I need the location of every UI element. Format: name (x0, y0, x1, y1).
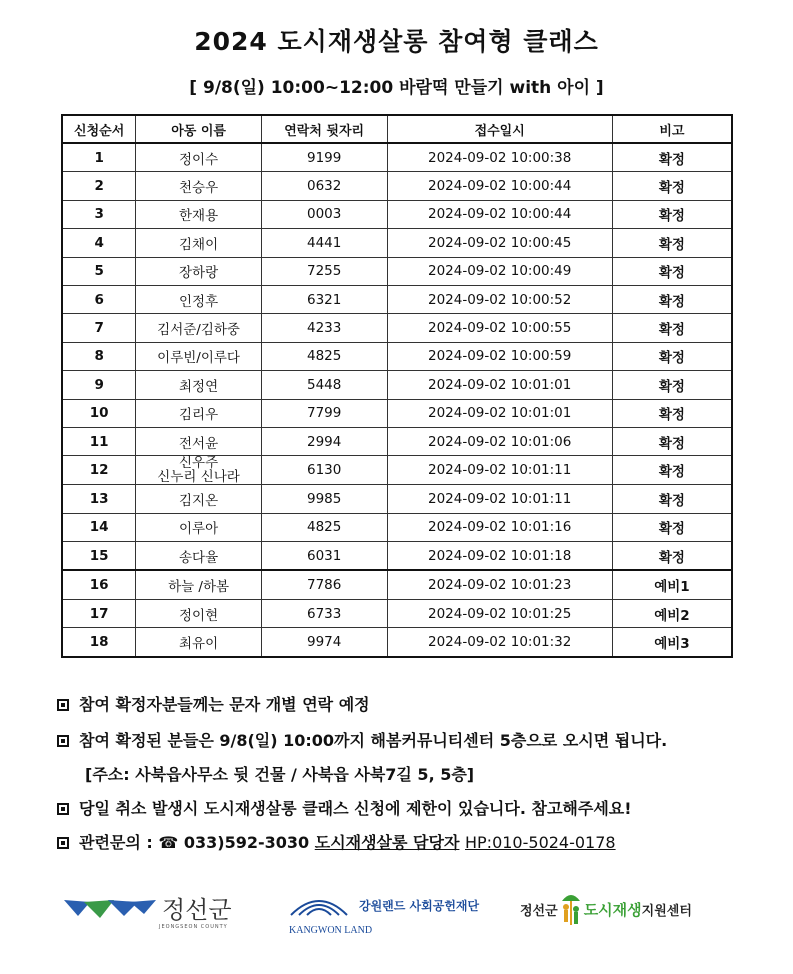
contact-cell: 7786 (261, 570, 387, 599)
order-cell: 8 (62, 342, 136, 370)
note-cell: 확정 (612, 285, 732, 313)
footer-logos (0, 885, 793, 945)
urban-regen-center-logo: 정선군 도시재생 지원센터 (520, 889, 692, 929)
child-name-cell: 김지온 (136, 485, 262, 513)
table-row (62, 342, 732, 370)
contact-cell: 4825 (261, 513, 387, 541)
child-name-cell: 이루아 (136, 513, 262, 541)
contact-cell: 9974 (261, 628, 387, 657)
table-row (62, 314, 732, 342)
contact-cell: 6321 (261, 285, 387, 313)
order-cell: 13 (62, 485, 136, 513)
notice-item: 참여 확정된 분들은 9/8(일) 10:00까지 해봄커뮤니티센터 5층으로 오시면 됩니다. (57, 728, 667, 751)
order-cell: 11 (62, 427, 136, 455)
child-name-cell: 인정후 (136, 285, 262, 313)
bullet-square-icon (57, 735, 69, 747)
note-cell: 확정 (612, 257, 732, 285)
note-cell: 확정 (612, 314, 732, 342)
child-name-cell: 하늘 /하봄 (136, 570, 262, 599)
contact-line: 관련문의 : ☎ 033)592-3030 도시재생살롱 담당자 HP:010-5024-0178 (57, 830, 616, 853)
table-row (62, 229, 732, 257)
datetime-cell: 2024-09-02 10:00:45 (387, 229, 612, 257)
datetime-cell: 2024-09-02 10:00:44 (387, 172, 612, 200)
datetime-cell: 2024-09-02 10:00:59 (387, 342, 612, 370)
child-name-cell: 천승우 (136, 172, 262, 200)
table-row (62, 200, 732, 228)
header-datetime: 접수일시 (387, 115, 612, 143)
note-cell: 예비1 (612, 570, 732, 599)
contact-cell: 4233 (261, 314, 387, 342)
order-cell: 9 (62, 371, 136, 399)
table-row (62, 628, 732, 657)
datetime-cell: 2024-09-02 10:01:11 (387, 456, 612, 485)
contact-cell: 5448 (261, 371, 387, 399)
contact-cell: 6031 (261, 542, 387, 571)
note-cell: 확정 (612, 399, 732, 427)
notice-item: 당일 취소 발생시 도시재생살롱 클래스 신청에 제한이 있습니다. 참고해주세요! (57, 796, 632, 819)
note-cell: 확정 (612, 542, 732, 571)
child-name-cell: 김리우 (136, 399, 262, 427)
order-cell: 5 (62, 257, 136, 285)
datetime-cell: 2024-09-02 10:01:16 (387, 513, 612, 541)
table-row (62, 570, 732, 599)
contact-cell: 9985 (261, 485, 387, 513)
contact-cell: 2994 (261, 427, 387, 455)
datetime-cell: 2024-09-02 10:01:11 (387, 485, 612, 513)
datetime-cell: 2024-09-02 10:01:01 (387, 399, 612, 427)
notice-item: 참여 확정자분들께는 문자 개별 연락 예정 (57, 692, 370, 715)
page-title: 2024 도시재생살롱 참여형 클래스 (194, 27, 599, 56)
table-row (62, 143, 732, 172)
order-cell: 4 (62, 229, 136, 257)
note-cell: 확정 (612, 200, 732, 228)
contact-cell: 7255 (261, 257, 387, 285)
child-name-cell: 전서윤 (136, 427, 262, 455)
contact-cell: 0003 (261, 200, 387, 228)
table-row (62, 513, 732, 541)
table-row (62, 172, 732, 200)
bullet-square-icon (57, 699, 69, 711)
contact-cell: 4825 (261, 342, 387, 370)
note-cell: 확정 (612, 143, 732, 172)
datetime-cell: 2024-09-02 10:01:06 (387, 427, 612, 455)
datetime-cell: 2024-09-02 10:00:55 (387, 314, 612, 342)
datetime-cell: 2024-09-02 10:01:01 (387, 371, 612, 399)
note-cell: 확정 (612, 485, 732, 513)
bullet-square-icon (57, 803, 69, 815)
table-row (62, 257, 732, 285)
contact-cell: 9199 (261, 143, 387, 172)
order-cell: 15 (62, 542, 136, 571)
contact-cell: 4441 (261, 229, 387, 257)
note-cell: 예비2 (612, 599, 732, 627)
contact-cell: 7799 (261, 399, 387, 427)
datetime-cell: 2024-09-02 10:01:25 (387, 599, 612, 627)
datetime-cell: 2024-09-02 10:00:44 (387, 200, 612, 228)
header-child-name: 아동 이름 (136, 115, 262, 143)
note-cell: 확정 (612, 456, 732, 485)
child-name-cell: 이루빈/이루다 (136, 342, 262, 370)
contact-cell: 6130 (261, 456, 387, 485)
datetime-cell: 2024-09-02 10:00:38 (387, 143, 612, 172)
child-name-cell: 김서준/김하중 (136, 314, 262, 342)
note-cell: 확정 (612, 342, 732, 370)
note-cell: 확정 (612, 513, 732, 541)
child-name-cell: 정이현 (136, 599, 262, 627)
note-cell: 확정 (612, 427, 732, 455)
order-cell: 1 (62, 143, 136, 172)
order-cell: 16 (62, 570, 136, 599)
address-line: [주소: 사북읍사무소 뒷 건물 / 사북읍 사북7길 5, 5층] (85, 765, 475, 784)
header-note: 비고 (612, 115, 732, 143)
child-name-cell: 최유이 (136, 628, 262, 657)
table-row (62, 399, 732, 427)
datetime-cell: 2024-09-02 10:00:52 (387, 285, 612, 313)
people-umbrella-icon (560, 889, 582, 929)
datetime-cell: 2024-09-02 10:01:32 (387, 628, 612, 657)
kangwon-land-emblem-icon (287, 891, 351, 919)
note-cell: 확정 (612, 172, 732, 200)
registration-table (61, 114, 733, 658)
bullet-square-icon (57, 837, 69, 849)
datetime-cell: 2024-09-02 10:01:23 (387, 570, 612, 599)
order-cell: 12 (62, 456, 136, 485)
order-cell: 10 (62, 399, 136, 427)
table-row (62, 427, 732, 455)
datetime-cell: 2024-09-02 10:01:18 (387, 542, 612, 571)
order-cell: 14 (62, 513, 136, 541)
table-row (62, 456, 732, 485)
child-name-cell: 김채이 (136, 229, 262, 257)
note-cell: 확정 (612, 371, 732, 399)
order-cell: 7 (62, 314, 136, 342)
contact-cell: 6733 (261, 599, 387, 627)
order-cell: 3 (62, 200, 136, 228)
table-row (62, 485, 732, 513)
child-name-cell: 최정연 (136, 371, 262, 399)
contact-phone: HP:010-5024-0178 (465, 833, 616, 852)
table-row (62, 599, 732, 627)
contact-cell: 0632 (261, 172, 387, 200)
header-contact: 연락처 뒷자리 (261, 115, 387, 143)
child-name-cell: 한재용 (136, 200, 262, 228)
table-row (62, 285, 732, 313)
header-order: 신청순서 (62, 115, 136, 143)
child-name-cell: 정이수 (136, 143, 262, 172)
order-cell: 17 (62, 599, 136, 627)
child-name-cell: 송다율 (136, 542, 262, 571)
note-cell: 예비3 (612, 628, 732, 657)
table-row (62, 371, 732, 399)
datetime-cell: 2024-09-02 10:00:49 (387, 257, 612, 285)
kangwon-land-logo: 강원랜드 사회공헌재단 KANGWON LAND (287, 891, 479, 919)
order-cell: 2 (62, 172, 136, 200)
order-cell: 18 (62, 628, 136, 657)
page-subtitle: [ 9/8(일) 10:00~12:00 바람떡 만들기 with 아이 ] (189, 78, 604, 98)
jeongseon-logo: 정선군 JEONGSEON COUNTY (64, 890, 232, 925)
child-name-cell: 신우주 신누리 신나라 (136, 456, 262, 485)
note-cell: 확정 (612, 229, 732, 257)
table-row (62, 542, 732, 571)
contact-person: 도시재생살롱 담당자 (314, 833, 460, 852)
order-cell: 6 (62, 285, 136, 313)
table-header-row (62, 115, 732, 143)
jeongseon-mountain-icon (64, 894, 156, 922)
child-name-cell: 장하랑 (136, 257, 262, 285)
